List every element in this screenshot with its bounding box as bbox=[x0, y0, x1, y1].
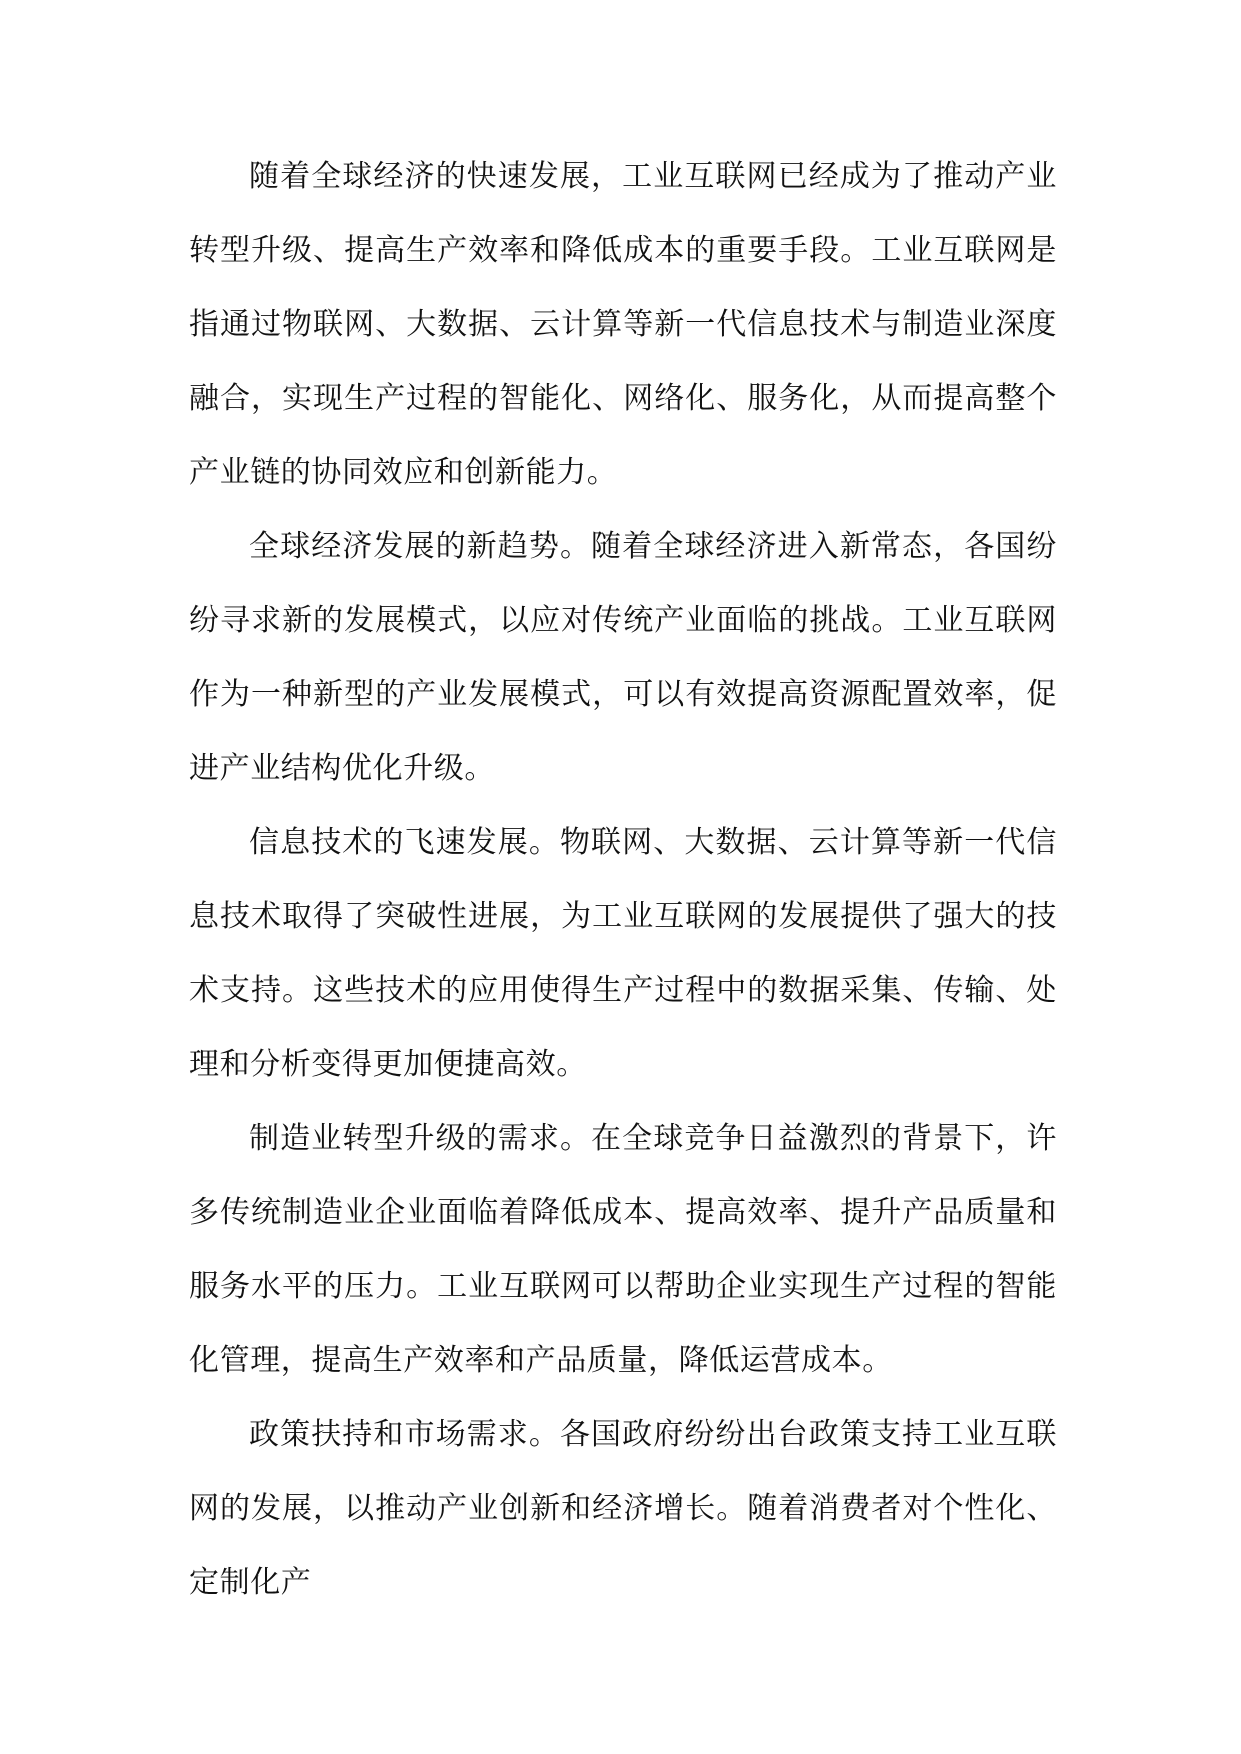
document-body bbox=[189, 140, 1057, 1620]
paragraph-4: 制造业转型升级的需求。在全球竞争日益激烈的背景下，许多传统制造业企业面临着降低成本、提高效率、提升产品质量和服务水平的压力。工业互联网可以帮助企业实现生产过程的智能化管理，提高生产效率和产品质量，降低运营成本。 bbox=[189, 1121, 1057, 1378]
paragraph-1: 随着全球经济的快速发展，工业互联网已经成为了推动产业转型升级、提高生产效率和降低成本的重要手段。工业互联网是指通过物联网、大数据、云计算等新一代信息技术与制造业深度融合，实现生产过程的智能化、网络化、服务化，从而提高整个产业链的协同效应和创新能力。 bbox=[189, 159, 1057, 490]
paragraph-2: 全球经济发展的新趋势。随着全球经济进入新常态，各国纷纷寻求新的发展模式，以应对传统产业面临的挑战。工业互联网作为一种新型的产业发展模式，可以有效提高资源配置效率，促进产业结构优化升级。 bbox=[189, 529, 1057, 786]
paragraph-3: 信息技术的飞速发展。物联网、大数据、云计算等新一代信息技术取得了突破性进展，为工业互联网的发展提供了强大的技术支持。这些技术的应用使得生产过程中的数据采集、传输、处理和分析变得更加便捷高效。 bbox=[189, 825, 1057, 1082]
paragraph-5: 政策扶持和市场需求。各国政府纷纷出台政策支持工业互联网的发展，以推动产业创新和经济增长。随着消费者对个性化、定制化产 bbox=[189, 1417, 1057, 1600]
